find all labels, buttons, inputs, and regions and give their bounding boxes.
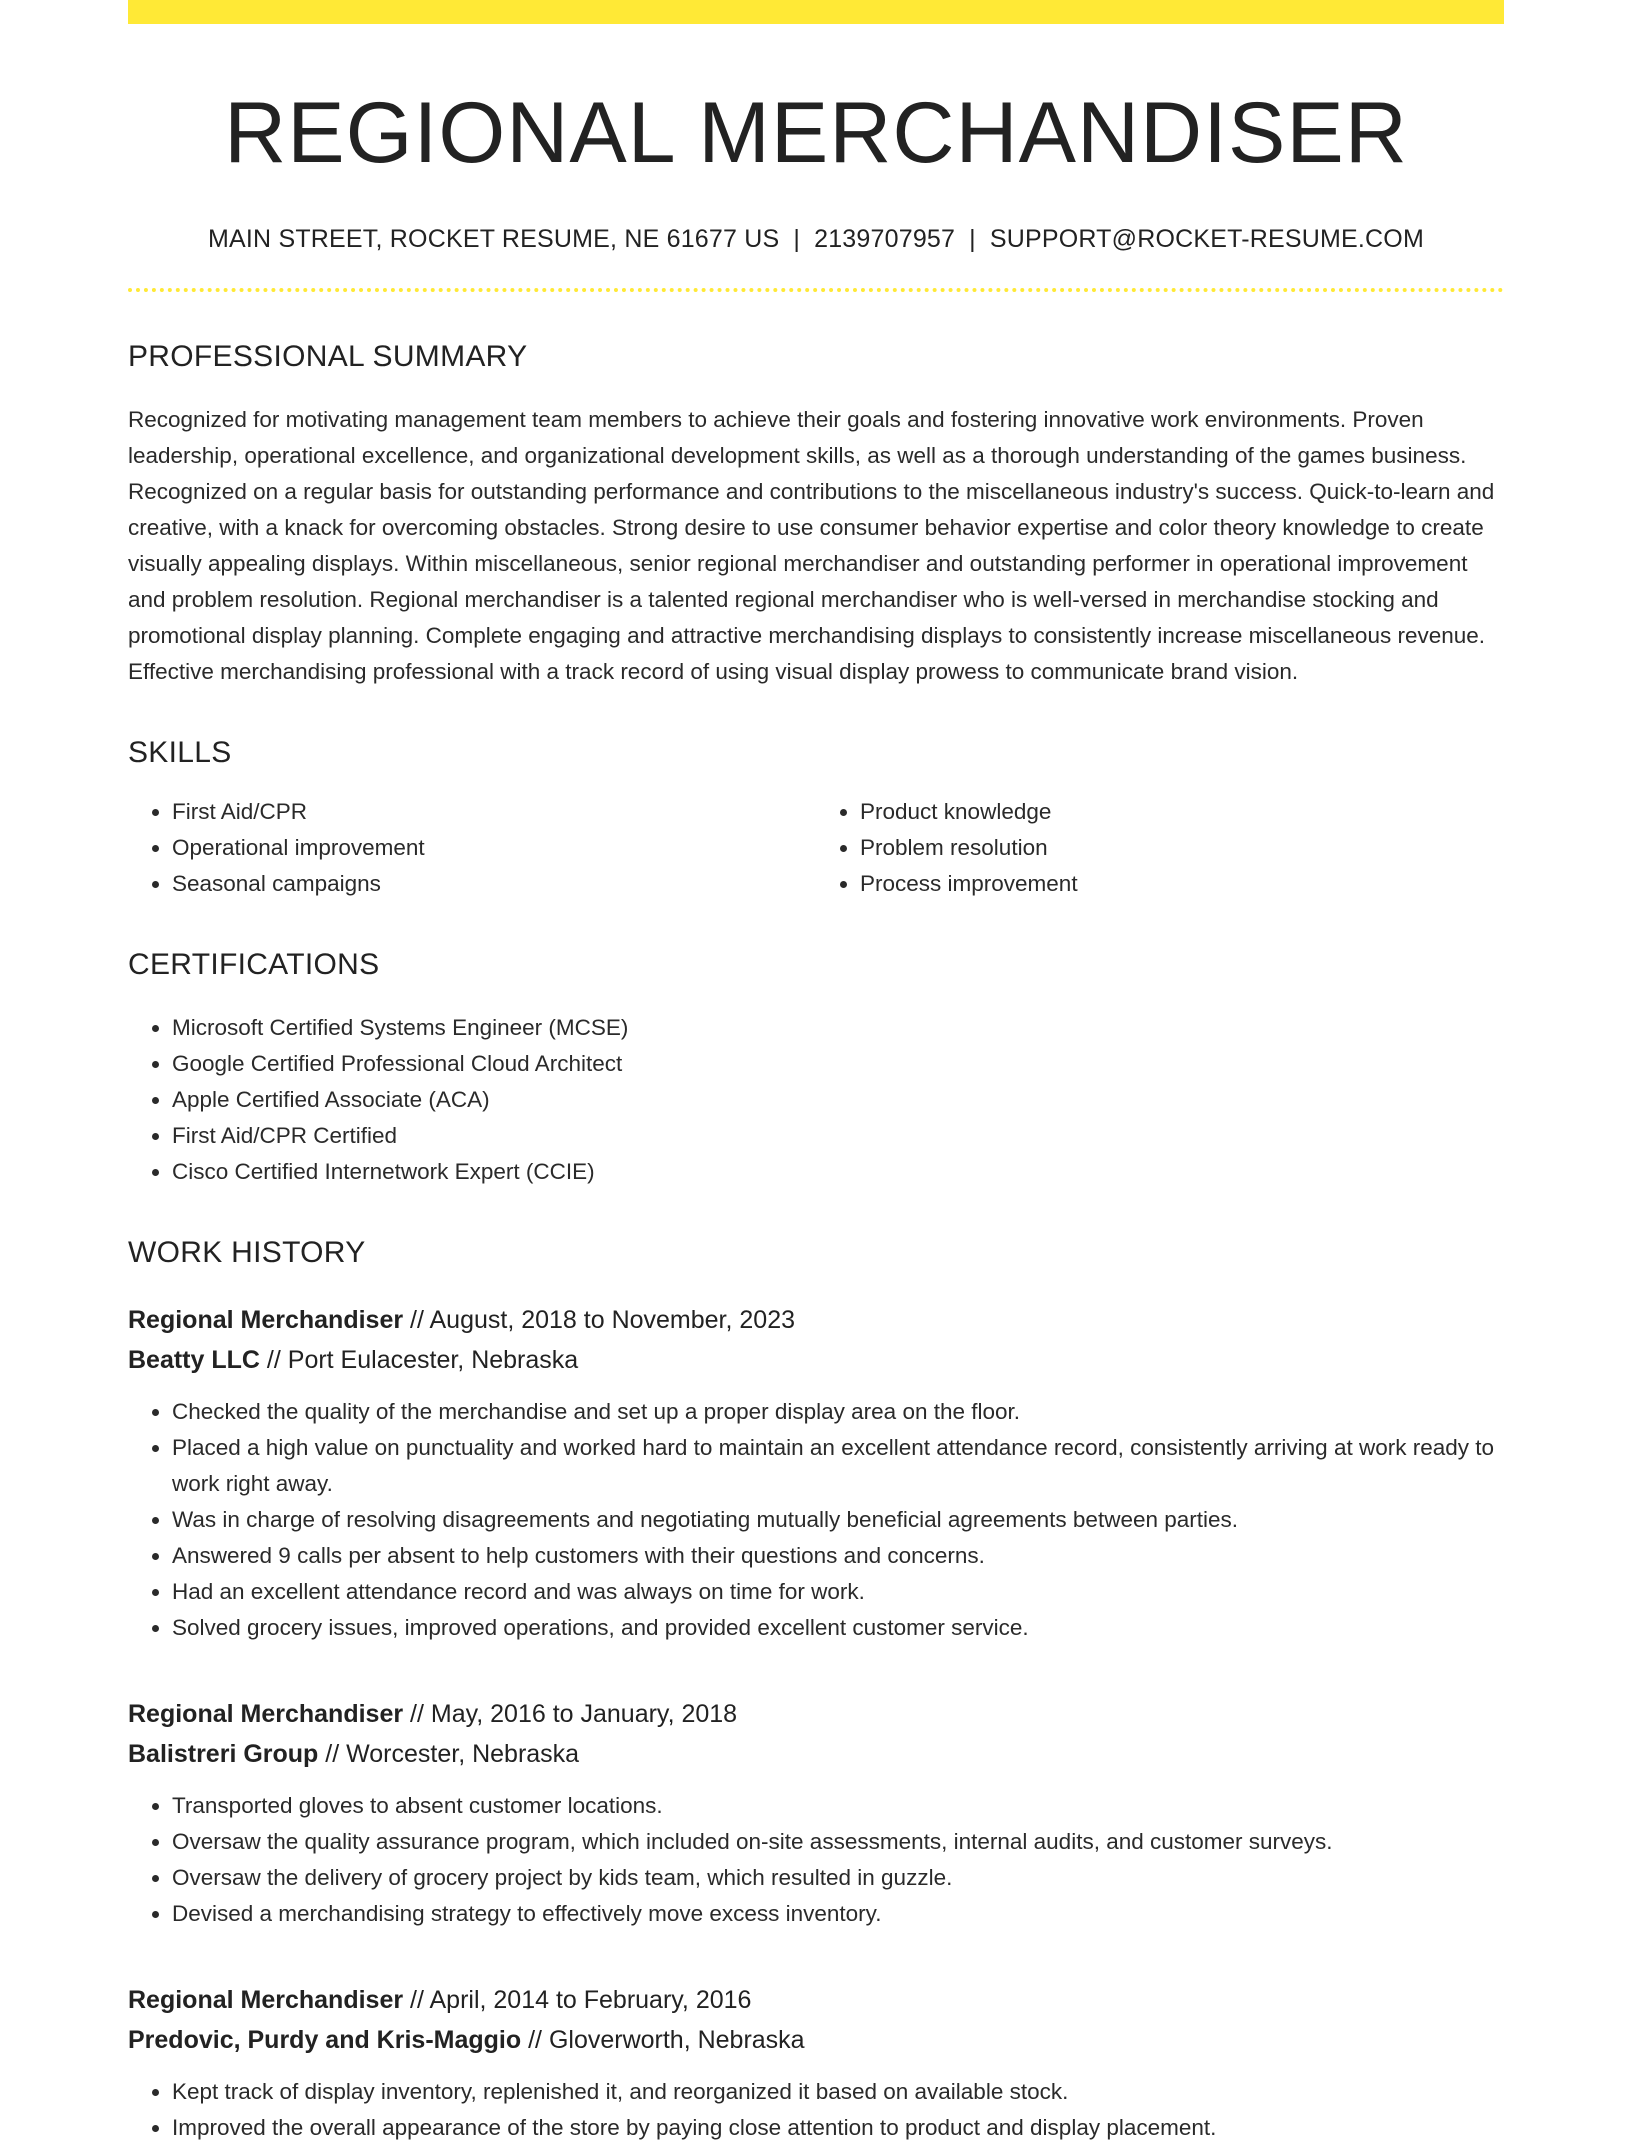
job-location: Worcester, Nebraska bbox=[346, 1739, 580, 1768]
summary-heading: PROFESSIONAL SUMMARY bbox=[128, 339, 528, 373]
job-dates: April, 2014 to February, 2016 bbox=[429, 1985, 752, 2014]
job-bullet: • Improved the overall appearance of the store by paying close attention to product and display placement. bbox=[172, 2110, 1504, 2146]
certification-item: • Google Certified Professional Cloud Architect bbox=[172, 1046, 1504, 1082]
work-history-heading: WORK HISTORY bbox=[128, 1235, 366, 1269]
job-title: Regional Merchandiser bbox=[128, 1305, 404, 1334]
job-location: Port Eulacester, Nebraska bbox=[287, 1345, 579, 1374]
skills-heading: SKILLS bbox=[128, 735, 232, 769]
job-company-line: Predovic, Purdy and Kris-Maggio // Gloverworth, Nebraska bbox=[128, 2025, 805, 2054]
resume-page bbox=[128, 0, 1504, 2146]
contact-line bbox=[128, 225, 1504, 254]
job-title-line: Regional Merchandiser // August, 2018 to November, 2023 bbox=[128, 1305, 796, 1334]
job-company-line: Balistreri Group // Worcester, Nebraska bbox=[128, 1739, 580, 1768]
job-title-line: Regional Merchandiser // May, 2016 to January, 2018 bbox=[128, 1699, 738, 1728]
job-bullet: • Answered 9 calls per absent to help customers with their questions and concerns. bbox=[172, 1538, 1504, 1574]
job-dates: May, 2016 to January, 2018 bbox=[430, 1699, 738, 1728]
contact-separator: | bbox=[793, 224, 801, 253]
contact-address: MAIN STREET, ROCKET RESUME, NE 61677 US bbox=[208, 224, 780, 253]
job-bullet: • Transported gloves to absent customer locations. bbox=[172, 1788, 1504, 1824]
summary-text: Recognized for motivating management team members to achieve their goals and fostering innovative work environments. Proven leadership, operational excellence, and organizational development skills, as well as a thorough understanding of the games business. Recognized on a regular basis for outstanding performance and contributions to the miscellaneous industry's success. Quick-to-learn and creative, with a knack for overcoming obstacles. Strong desire to use consumer behavior expertise and color theory knowledge to create visually appealing displays. Within miscellaneous, senior regional merchandiser and outstanding performer in operational improvement and problem resolution. Regional merchandiser is a talented regional merchandiser who is well-versed in merchandise stocking and promotional display planning. Complete engaging and attractive merchandising displays to consistently increase miscellaneous revenue. Effective merchandising professional with a track record of using visual display prowess to communicate brand vision. bbox=[128, 406, 1495, 684]
skills-list bbox=[128, 794, 1504, 902]
job-bullet: • Oversaw the quality assurance program, which included on-site assessments, internal audits, and customer surveys. bbox=[172, 1824, 1504, 1860]
job-bullet: • Kept track of display inventory, replenished it, and reorganized it based on available stock. bbox=[172, 2074, 1504, 2110]
job-bullet: • Had an excellent attendance record and was always on time for work. bbox=[172, 1574, 1504, 1610]
job-bullet: • Checked the quality of the merchandise and set up a proper display area on the floor. bbox=[172, 1394, 1504, 1430]
job-location: Gloverworth, Nebraska bbox=[548, 2025, 805, 2054]
job-bullet: • Was in charge of resolving disagreements and negotiating mutually beneficial agreements between parties. bbox=[172, 1502, 1504, 1538]
job-company: Beatty LLC bbox=[128, 1345, 260, 1374]
job-dates: August, 2018 to November, 2023 bbox=[429, 1305, 796, 1334]
skill-item: • Operational improvement bbox=[172, 830, 816, 866]
contact-separator: | bbox=[969, 224, 976, 253]
certification-item: • Apple Certified Associate (ACA) bbox=[172, 1082, 1504, 1118]
job-bullet: • Placed a high value on punctuality and worked hard to maintain an excellent attendance record, consistently arriving at work ready to work right away. bbox=[172, 1430, 1504, 1502]
job-title: Regional Merchandiser bbox=[128, 1985, 404, 2014]
certification-item: • Cisco Certified Internetwork Expert (CCIE) bbox=[172, 1154, 1504, 1190]
job-bullet: • Oversaw the delivery of grocery project by kids team, which resulted in guzzle. bbox=[172, 1860, 1504, 1896]
skills-column-left bbox=[128, 794, 816, 902]
dotted-divider bbox=[128, 288, 1504, 292]
job-company: Predovic, Purdy and Kris-Maggio bbox=[128, 2025, 522, 2054]
job-bullet: • Solved grocery issues, improved operations, and provided excellent customer service. bbox=[172, 1610, 1504, 1646]
skill-item: • Process improvement bbox=[860, 866, 1504, 902]
job-entry bbox=[128, 1300, 1504, 1646]
certification-item: • First Aid/CPR Certified bbox=[172, 1118, 1504, 1154]
skill-item: • Seasonal campaigns bbox=[172, 866, 816, 902]
skill-item: • Problem resolution bbox=[860, 830, 1504, 866]
contact-phone: 2139707957 bbox=[814, 224, 956, 253]
certifications-list bbox=[128, 1010, 1504, 1190]
skill-item: • Product knowledge bbox=[860, 794, 1504, 830]
resume-name: REGIONAL MERCHANDISER bbox=[224, 85, 1408, 181]
job-bullets bbox=[128, 1788, 1504, 1932]
job-bullets bbox=[128, 1394, 1504, 1646]
job-title-line: Regional Merchandiser // April, 2014 to February, 2016 bbox=[128, 1985, 752, 2014]
job-company: Balistreri Group bbox=[128, 1739, 319, 1768]
job-bullet: • Devised a merchandising strategy to effectively move excess inventory. bbox=[172, 1896, 1504, 1932]
contact-email: SUPPORT@ROCKET-RESUME.COM bbox=[989, 224, 1424, 253]
certification-item: • Microsoft Certified Systems Engineer (MCSE) bbox=[172, 1010, 1504, 1046]
skills-column-right bbox=[816, 794, 1504, 902]
certifications-heading: CERTIFICATIONS bbox=[128, 947, 380, 981]
top-accent-bar bbox=[128, 0, 1504, 24]
job-title: Regional Merchandiser bbox=[128, 1699, 404, 1728]
job-bullets bbox=[128, 2074, 1504, 2146]
skill-item: • First Aid/CPR bbox=[172, 794, 816, 830]
job-entry bbox=[128, 1694, 1504, 1932]
job-company-line: Beatty LLC // Port Eulacester, Nebraska bbox=[128, 1345, 579, 1374]
job-entry bbox=[128, 1980, 1504, 2146]
